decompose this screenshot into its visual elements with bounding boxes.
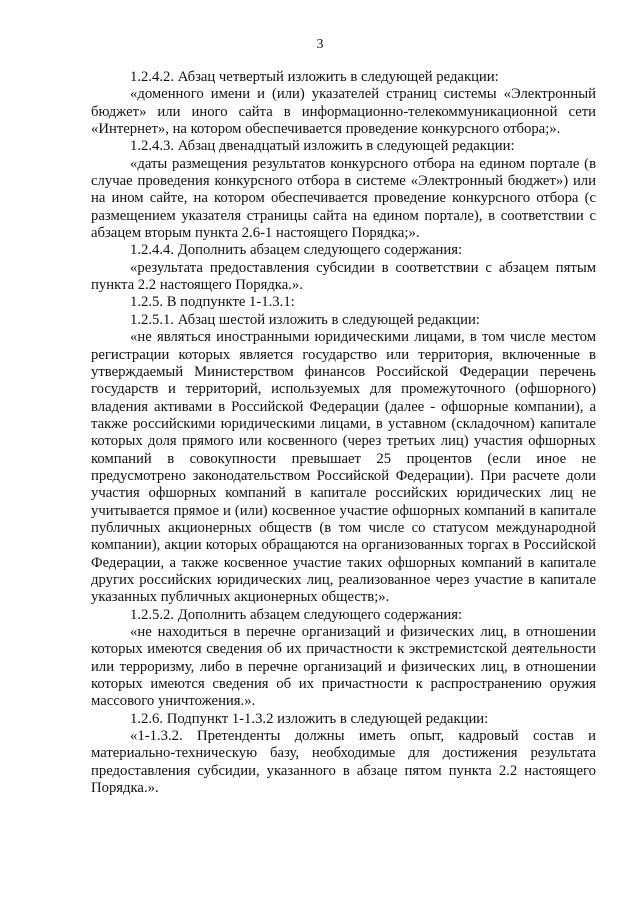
paragraph-1-2-4-4: 1.2.4.4. Дополнить абзацем следующего содержания:	[130, 242, 463, 259]
document-body	[91, 69, 596, 797]
paragraph-quote-domain: «доменного имени и (или) указателей страниц системы «Электронный бюджет» или иного сайта в информационно-телекоммуникационной сети «Интернет», на котором обеспечивается проведение конкурсного отбора;».	[91, 86, 596, 138]
paragraph-1-2-5-2: 1.2.5.2. Дополнить абзацем следующего содержания:	[130, 606, 463, 623]
paragraph-1-2-6: 1.2.6. Подпункт 1-1.3.2 изложить в следующей редакции:	[130, 710, 489, 727]
paragraph-quote-1-1-3-2: «1-1.3.2. Претенденты должны иметь опыт, кадровый состав и материально-техническую базу, необходимые для достижения результата предоставления субсидии, указанного в абзаце пятом пункта 2.2 настоящего Порядка.».	[91, 728, 596, 797]
paragraph-1-2-5: 1.2.5. В подпункте 1-1.3.1:	[130, 294, 295, 311]
paragraph-quote-offshore: «не являться иностранными юридическими лицами, в том числе местом регистрации которых является государство или территория, включенные в утверждаемый Министерством финансов Российской Федерации перечень государств и территорий, используемых для промежуточного (офшорного) владения активами в Российской Федерации (далее - офшорные компании), а также российскими юридическими лицами, в уставном (складочном) капитале которых доля прямого или косвенного (через третьих лиц) участия офшорных компаний в совокупности превышает 25 процентов (если иное не предусмотрено законодательством Российской Федерации). При расчете доли участия офшорных компаний в капитале российских юридических лиц не учитывается прямое и (или) косвенное участие офшорных компаний в капитале публичных акционерных обществ (в том числе со статусом международной компании), акции которых обращаются на организованных торгах в Российской Федерации, а также косвенное участие таких офшорных компаний в капитале других российских юридических лиц, реализованное через участие в капитале указанных публичных акционерных обществ;».	[91, 329, 596, 606]
paragraph-1-2-5-1: 1.2.5.1. Абзац шестой изложить в следующей редакции:	[130, 311, 480, 328]
paragraph-quote-dates: «даты размещения результатов конкурсного отбора на едином портале (в случае проведения конкурсного отбора в системе «Электронный бюджет») или на ином сайте, на котором обеспечивается проведение конкурсного отбора (с размещением указателя страницы сайта на едином портале), в соответствии с абзацем вторым пункта 2.6-1 настоящего Порядка;».	[91, 155, 596, 242]
page-number: 3	[316, 37, 324, 52]
paragraph-quote-result: «результата предоставления субсидии в соответствии с абзацем пятым пункта 2.2 настоящего Порядка.».	[91, 259, 596, 294]
paragraph-quote-extremism: «не находиться в перечне организаций и физических лиц, в отношении которых имеются сведения об их причастности к экстремистской деятельности или терроризму, либо в перечне организаций и физических лиц, в отношении которых имеются сведения об их причастности к распространению оружия массового уничтожения.».	[91, 624, 596, 710]
paragraph-1-2-4-2: 1.2.4.2. Абзац четвертый изложить в следующей редакции:	[130, 69, 499, 85]
paragraph-1-2-4-3: 1.2.4.3. Абзац двенадцатый изложить в следующей редакции:	[130, 138, 515, 155]
